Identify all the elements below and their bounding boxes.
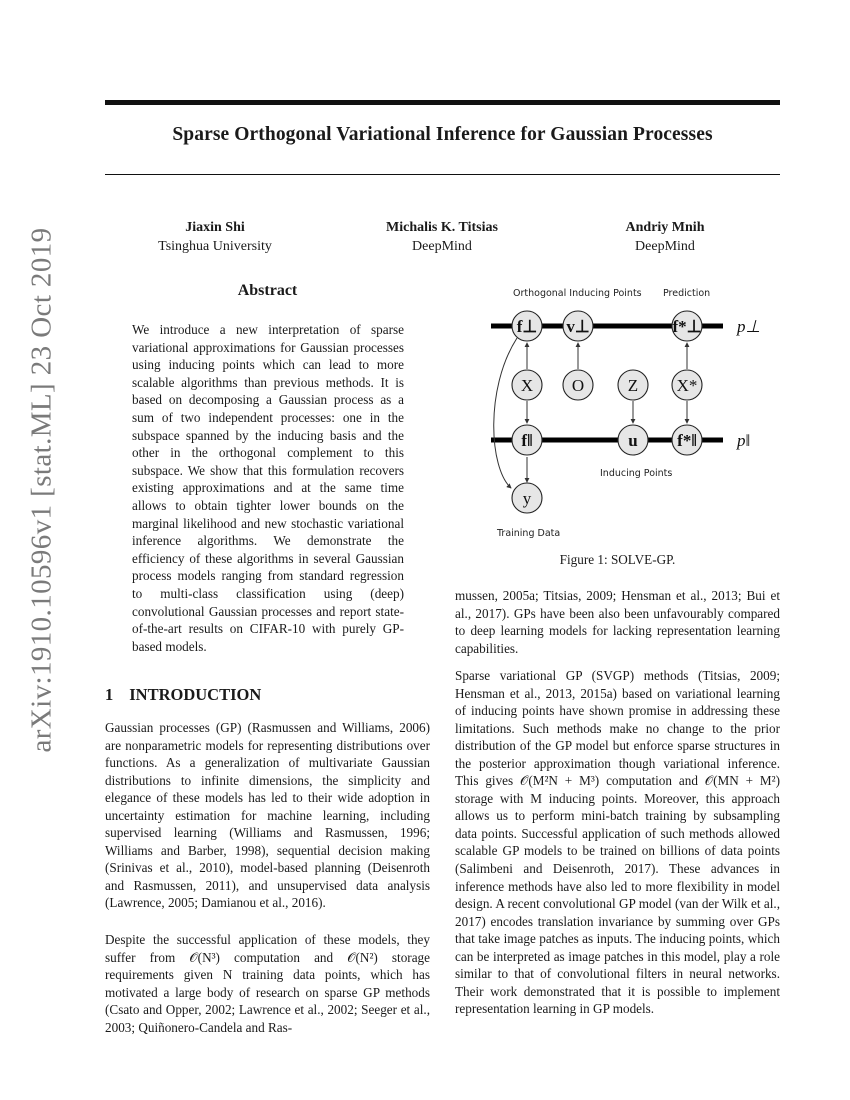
intro-paragraph-2: Despite the successful application of these models, they suffer from 𝒪(N³) computation and 𝒪(N²) storage requirements given N training data points, which has motivated a large body of research on sparse GP methods (Csato and Opper, 2002; Lawrence et al., 2002; Seeger et al., 2003; Quiñonero-Candela and Ras-	[105, 932, 430, 1035]
section-number: 1	[105, 685, 114, 704]
label-orthogonal-inducing-points: Orthogonal Inducing Points	[513, 288, 642, 299]
node-label: X*	[676, 376, 698, 395]
author-affiliation: Tsinghua University	[158, 239, 272, 254]
arxiv-stamp	[20, 0, 65, 1100]
author-2	[362, 218, 522, 256]
figure-caption: Figure 1: SOLVE-GP.	[559, 552, 676, 567]
node-label: v⊥	[566, 317, 590, 336]
arxiv-id: arXiv:1910.10596v1 [stat.ML] 23 Oct 2019	[25, 227, 58, 753]
node-X-star	[672, 370, 702, 400]
intro-paragraph-3: mussen, 2005a; Titsias, 2009; Hensman et al., 2013; Bui et al., 2017). GPs have been also been unfavourably compared to deep learning models for lacking representation learning capabilities.	[455, 588, 780, 656]
node-label: y	[522, 489, 532, 508]
node-u	[618, 425, 648, 455]
author-1	[150, 218, 280, 256]
intro-paragraph-4: Sparse variational GP (SVGP) methods (Titsias, 2009; Hensman et al., 2013, 2015a) based on variational learning of inducing points have shown promise in addressing these limitations. Such methods make no change to the prior distribution of the GP model but enforce sparse structures in the posterior approximation though variational inference. This gives 𝒪(M²N + M³) computation and 𝒪(MN + M²) storage with M inducing points. Moreover, this approach allows us to perform mini-batch training by subsampling data points. Successful application of such methods allowed scalable GP models to be trained on billions of data points (Salimbeni and Deisenroth, 2017). These advances in inference methods have also led to more flexibility in model design. A recent convolutional GP model (van der Wilk et al., 2017) encodes translation invariance by summing over GPs that take image patches as inputs. The inducing points, which can be interpreted as image patches in this model, play a role similar to that of convolutional filters in neural networks. Their work demonstrated that it is possible to implement representation learning in GP models.	[455, 668, 780, 1017]
intro-paragraph-1: Gaussian processes (GP) (Rasmussen and Williams, 2006) are nonparametric models for representing distributions over functions. As a generalization of multivariate Gaussian distributions to infinite dimensions, the simplicity and elegance of these models has led to their wide adoption in uncertainty estimation for machine learning, including supervised learning (Williams and Rasmussen, 1996; Williams and Barber, 1998), sequential decision making (Srinivas et al., 2010), model-based planning (Deisenroth and Rasmussen, 2011), and unsupervised data analysis (Lawrence, 2005; Damianou et al., 2016).	[105, 720, 430, 911]
node-f-star-par	[672, 425, 702, 455]
abstract-heading: Abstract	[237, 282, 298, 299]
edge-fperp-y	[494, 338, 517, 488]
node-label: X	[520, 376, 534, 395]
node-Z	[618, 370, 648, 400]
title-rule	[105, 174, 780, 175]
node-label: O	[571, 376, 585, 395]
node-label: Z	[627, 376, 639, 395]
node-O	[563, 370, 593, 400]
author-name: Jiaxin Shi	[185, 220, 245, 235]
node-v-perp	[563, 311, 593, 341]
author-name: Andriy Mnih	[625, 220, 705, 235]
node-f-perp	[512, 311, 542, 341]
node-f-par	[512, 425, 542, 455]
node-X	[512, 370, 542, 400]
node-label: f*⊥	[672, 317, 702, 336]
top-rule	[105, 100, 780, 105]
author-affiliation: DeepMind	[412, 239, 472, 254]
label-p-perp: p⊥	[737, 317, 761, 336]
label-prediction: Prediction	[663, 288, 711, 299]
author-3	[600, 218, 730, 256]
paper-title: Sparse Orthogonal Variational Inference for Gaussian Processes	[172, 124, 713, 145]
label-training-data: Training Data	[497, 528, 561, 539]
figure-solve-gp	[455, 278, 780, 550]
author-name: Michalis K. Titsias	[386, 220, 498, 235]
node-y	[512, 483, 542, 513]
label-p-par: p‖	[737, 431, 751, 450]
node-label: f⊥	[516, 317, 538, 336]
author-affiliation: DeepMind	[635, 239, 695, 254]
node-f-star-perp	[672, 311, 702, 341]
graphical-model-diagram	[455, 278, 780, 550]
node-label: u	[628, 431, 638, 450]
node-label: f‖	[521, 431, 533, 450]
node-label: f*‖	[677, 431, 697, 450]
section-heading	[105, 685, 261, 705]
label-inducing-points: Inducing Points	[600, 468, 673, 479]
section-title: INTRODUCTION	[129, 685, 262, 704]
abstract-text: We introduce a new interpretation of sparse variational approximations for Gaussian processes using inducing points which can lead to more scalable algorithms than previous methods. It is based on decomposing a Gaussian process as a sum of two independent processes: one in the subspace spanned by the inducing basis and the other in the orthogonal complement to this subspace. We show that this formulation recovers existing approximations and at the same time allows to obtain tighter lower bounds on the marginal likelihood and new stochastic variational inference algorithms. We demonstrate the efficiency of these algorithms in several Gaussian process models ranging from standard regression to multi-class classification using (deep) convolutional Gaussian processes and report state-of-the-art results on CIFAR-10 with purely GP-based models.	[132, 322, 404, 654]
